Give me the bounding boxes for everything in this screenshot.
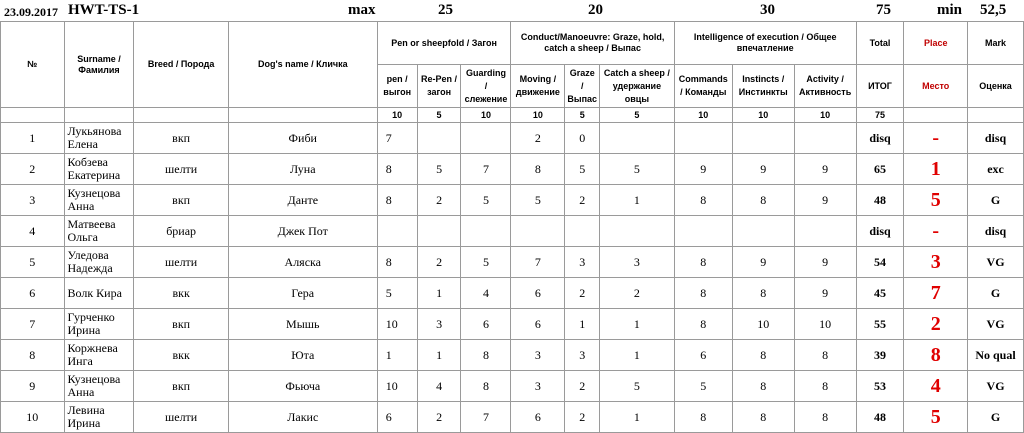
handler-name: Кузнецова Анна (64, 371, 134, 402)
sub-header: Catch a sheep / удержание овцы (600, 65, 675, 108)
score-cell: 1 (600, 340, 675, 371)
dog-name: Джек Пот (228, 216, 377, 247)
row-number: 4 (1, 216, 65, 247)
score-cell (600, 123, 675, 154)
score-cell: 5 (417, 154, 461, 185)
score-cell: 2 (600, 278, 675, 309)
breed-cell: вкп (134, 123, 228, 154)
score-cell: 8 (732, 371, 794, 402)
score-cell: 8 (674, 402, 732, 433)
score-cell: 4 (417, 371, 461, 402)
score-cell: 8 (794, 402, 856, 433)
score-cell: 2 (565, 402, 600, 433)
score-cell: 5 (511, 185, 565, 216)
score-cell: 5 (600, 154, 675, 185)
row-number: 3 (1, 185, 65, 216)
handler-name: Левина Ирина (64, 402, 134, 433)
event-code: HWT-TS-1 (68, 2, 140, 18)
score-cell: 1 (565, 309, 600, 340)
mark-cell: disq (968, 216, 1024, 247)
mark-cell: G (968, 185, 1024, 216)
table-row (1, 402, 1024, 433)
empty-cell (968, 108, 1024, 123)
score-cell: 5 (461, 247, 511, 278)
score-cell: 6 (511, 278, 565, 309)
mark-cell: G (968, 278, 1024, 309)
header-mark: Mark (968, 22, 1024, 65)
score-cell: 5 (377, 278, 417, 309)
max-score-cell: 10 (377, 108, 417, 123)
row-number: 10 (1, 402, 65, 433)
score-cell (417, 123, 461, 154)
row-number: 9 (1, 371, 65, 402)
score-cell: 7 (511, 247, 565, 278)
breed-cell: шелти (134, 402, 228, 433)
breed-cell: шелти (134, 247, 228, 278)
max-score-cell: 75 (856, 108, 904, 123)
mark-cell: VG (968, 309, 1024, 340)
score-cell: 2 (565, 278, 600, 309)
total-cell: disq (856, 216, 904, 247)
handler-name: Лукьянова Елена (64, 123, 134, 154)
score-cell: 10 (377, 309, 417, 340)
max-score-cell: 10 (461, 108, 511, 123)
breed-cell: вкп (134, 185, 228, 216)
score-cell: 7 (461, 402, 511, 433)
score-cell: 10 (377, 371, 417, 402)
total-cell: 53 (856, 371, 904, 402)
max-score-cell: 5 (417, 108, 461, 123)
score-cell (600, 216, 675, 247)
table-row (1, 278, 1024, 309)
score-cell: 5 (565, 154, 600, 185)
score-cell: 10 (732, 309, 794, 340)
place-cell: 7 (904, 278, 968, 309)
header-conduct-group: Conduct/Manoeuvre: Graze, hold, catch a sheep / Выпас (511, 22, 674, 65)
mark-cell: VG (968, 247, 1024, 278)
total-cell: 48 (856, 402, 904, 433)
score-cell: 9 (732, 247, 794, 278)
score-cell (732, 216, 794, 247)
score-cell: 9 (794, 185, 856, 216)
score-cell: 9 (794, 247, 856, 278)
header-dog: Dog's name / Кличка (228, 22, 377, 108)
max-score-cell: 5 (600, 108, 675, 123)
event-date: 23.09.2017 (4, 5, 58, 19)
total-cell: 54 (856, 247, 904, 278)
score-cell: 9 (732, 154, 794, 185)
score-cell (417, 216, 461, 247)
sub-header: Commands / Команды (674, 65, 732, 108)
results-table (0, 21, 1024, 433)
total-cell: 45 (856, 278, 904, 309)
header-mark-ru: Оценка (968, 65, 1024, 108)
handler-name: Волк Кира (64, 278, 134, 309)
breed-cell: шелти (134, 154, 228, 185)
dog-name: Фьюча (228, 371, 377, 402)
score-cell (565, 216, 600, 247)
row-number: 1 (1, 123, 65, 154)
dog-name: Фиби (228, 123, 377, 154)
header-intel-group: Intelligence of execution / Общее впечатление (674, 22, 856, 65)
score-cell: 8 (732, 185, 794, 216)
sub-header: Instincts / Инстинкты (732, 65, 794, 108)
score-cell: 8 (674, 278, 732, 309)
total-cell: disq (856, 123, 904, 154)
dog-name: Данте (228, 185, 377, 216)
score-cell: 8 (732, 402, 794, 433)
score-cell: 6 (461, 309, 511, 340)
score-cell: 8 (794, 371, 856, 402)
handler-name: Коржнева Инга (64, 340, 134, 371)
score-cell: 8 (511, 154, 565, 185)
score-cell: 6 (511, 309, 565, 340)
place-cell: - (904, 216, 968, 247)
empty-cell (904, 108, 968, 123)
row-number: 5 (1, 247, 65, 278)
sub-header: Graze / Выпас (565, 65, 600, 108)
score-cell: 1 (600, 309, 675, 340)
score-cell: 2 (565, 371, 600, 402)
score-cell: 1 (600, 185, 675, 216)
handler-name: Кобзева Екатерина (64, 154, 134, 185)
score-cell: 2 (417, 247, 461, 278)
sub-header: Activity / Активность (794, 65, 856, 108)
dog-name: Лакис (228, 402, 377, 433)
place-cell: 1 (904, 154, 968, 185)
header-breed: Breed / Порода (134, 22, 228, 108)
total-cell: 39 (856, 340, 904, 371)
handler-name: Уледова Надежда (64, 247, 134, 278)
score-cell: 1 (600, 402, 675, 433)
score-cell: 1 (377, 340, 417, 371)
score-cell: 5 (674, 371, 732, 402)
total-cell: 65 (856, 154, 904, 185)
place-cell: 2 (904, 309, 968, 340)
table-row (1, 340, 1024, 371)
score-cell (511, 216, 565, 247)
score-cell: 3 (565, 340, 600, 371)
header-place: Place (904, 22, 968, 65)
dog-name: Аляска (228, 247, 377, 278)
empty-cell (228, 108, 377, 123)
table-row (1, 154, 1024, 185)
max-score-cell: 10 (511, 108, 565, 123)
empty-cell (1, 108, 65, 123)
header-pen-group: Pen or sheepfold / Загон (377, 22, 511, 65)
max-score-cell: 10 (674, 108, 732, 123)
max-total: 75 (876, 2, 891, 18)
handler-name: Кузнецова Анна (64, 185, 134, 216)
mark-cell: VG (968, 371, 1024, 402)
score-cell: 8 (377, 154, 417, 185)
place-cell: 3 (904, 247, 968, 278)
dog-name: Мышь (228, 309, 377, 340)
place-cell: 8 (904, 340, 968, 371)
score-cell: 3 (417, 309, 461, 340)
max-score-cell: 5 (565, 108, 600, 123)
score-cell (377, 216, 417, 247)
score-cell: 8 (674, 185, 732, 216)
row-number: 7 (1, 309, 65, 340)
score-cell (674, 216, 732, 247)
dog-name: Гера (228, 278, 377, 309)
score-cell: 2 (511, 123, 565, 154)
score-cell: 8 (732, 340, 794, 371)
score-cell: 1 (417, 340, 461, 371)
score-cell: 5 (600, 371, 675, 402)
results-body (1, 123, 1024, 433)
score-cell: 8 (732, 278, 794, 309)
max-pen: 25 (438, 2, 453, 18)
row-number: 2 (1, 154, 65, 185)
table-row (1, 371, 1024, 402)
header-total: Total (856, 22, 904, 65)
score-cell (794, 123, 856, 154)
breed-cell: вкп (134, 309, 228, 340)
max-score-cell: 10 (732, 108, 794, 123)
score-cell: 3 (511, 371, 565, 402)
score-cell: 0 (565, 123, 600, 154)
breed-cell: бриар (134, 216, 228, 247)
score-cell: 2 (565, 185, 600, 216)
max-conduct: 20 (588, 2, 603, 18)
place-cell: - (904, 123, 968, 154)
sub-header: Guarding / слежение (461, 65, 511, 108)
score-cell: 9 (794, 154, 856, 185)
dog-name: Юта (228, 340, 377, 371)
table-row (1, 247, 1024, 278)
score-cell: 7 (461, 154, 511, 185)
max-intelligence: 30 (760, 2, 775, 18)
score-cell: 2 (417, 402, 461, 433)
min-value: 52,5 (980, 2, 1007, 18)
sub-header: pen / выгон (377, 65, 417, 108)
sub-header: Moving / движение (511, 65, 565, 108)
sub-header: Re-Pen / загон (417, 65, 461, 108)
title-bar (0, 0, 1024, 22)
score-cell: 8 (674, 309, 732, 340)
score-cell: 9 (674, 154, 732, 185)
handler-name: Матвеева Ольга (64, 216, 134, 247)
place-cell: 5 (904, 185, 968, 216)
header-surname: Surname / Фамилия (64, 22, 134, 108)
place-cell: 5 (904, 402, 968, 433)
score-cell: 2 (417, 185, 461, 216)
max-score-cell: 10 (794, 108, 856, 123)
score-cell: 6 (377, 402, 417, 433)
score-cell: 10 (794, 309, 856, 340)
score-cell: 8 (461, 340, 511, 371)
score-cell: 9 (794, 278, 856, 309)
dog-name: Луна (228, 154, 377, 185)
table-row (1, 123, 1024, 154)
score-cell: 6 (511, 402, 565, 433)
score-cell: 3 (511, 340, 565, 371)
table-row (1, 185, 1024, 216)
table-row (1, 309, 1024, 340)
score-cell: 3 (600, 247, 675, 278)
score-cell: 7 (377, 123, 417, 154)
breed-cell: вкк (134, 278, 228, 309)
header-total-ru: ИТОГ (856, 65, 904, 108)
score-cell: 8 (461, 371, 511, 402)
score-cell (674, 123, 732, 154)
score-cell: 1 (417, 278, 461, 309)
mark-cell: exc (968, 154, 1024, 185)
header-num: № (1, 22, 65, 108)
place-cell: 4 (904, 371, 968, 402)
max-label: max (348, 2, 376, 18)
score-cell (794, 216, 856, 247)
score-cell: 5 (461, 185, 511, 216)
row-number: 8 (1, 340, 65, 371)
mark-cell: No qual (968, 340, 1024, 371)
mark-cell: disq (968, 123, 1024, 154)
score-cell: 4 (461, 278, 511, 309)
breed-cell: вкк (134, 340, 228, 371)
min-label: min (937, 2, 963, 18)
score-cell: 8 (674, 247, 732, 278)
total-cell: 48 (856, 185, 904, 216)
empty-cell (134, 108, 228, 123)
score-cell (461, 216, 511, 247)
total-cell: 55 (856, 309, 904, 340)
score-cell (461, 123, 511, 154)
mark-cell: G (968, 402, 1024, 433)
handler-name: Гурченко Ирина (64, 309, 134, 340)
score-cell: 3 (565, 247, 600, 278)
score-cell: 8 (377, 247, 417, 278)
header-place-ru: Место (904, 65, 968, 108)
row-number: 6 (1, 278, 65, 309)
breed-cell: вкп (134, 371, 228, 402)
score-cell: 8 (794, 340, 856, 371)
score-cell: 6 (674, 340, 732, 371)
table-row (1, 216, 1024, 247)
score-cell (732, 123, 794, 154)
empty-cell (64, 108, 134, 123)
score-cell: 8 (377, 185, 417, 216)
